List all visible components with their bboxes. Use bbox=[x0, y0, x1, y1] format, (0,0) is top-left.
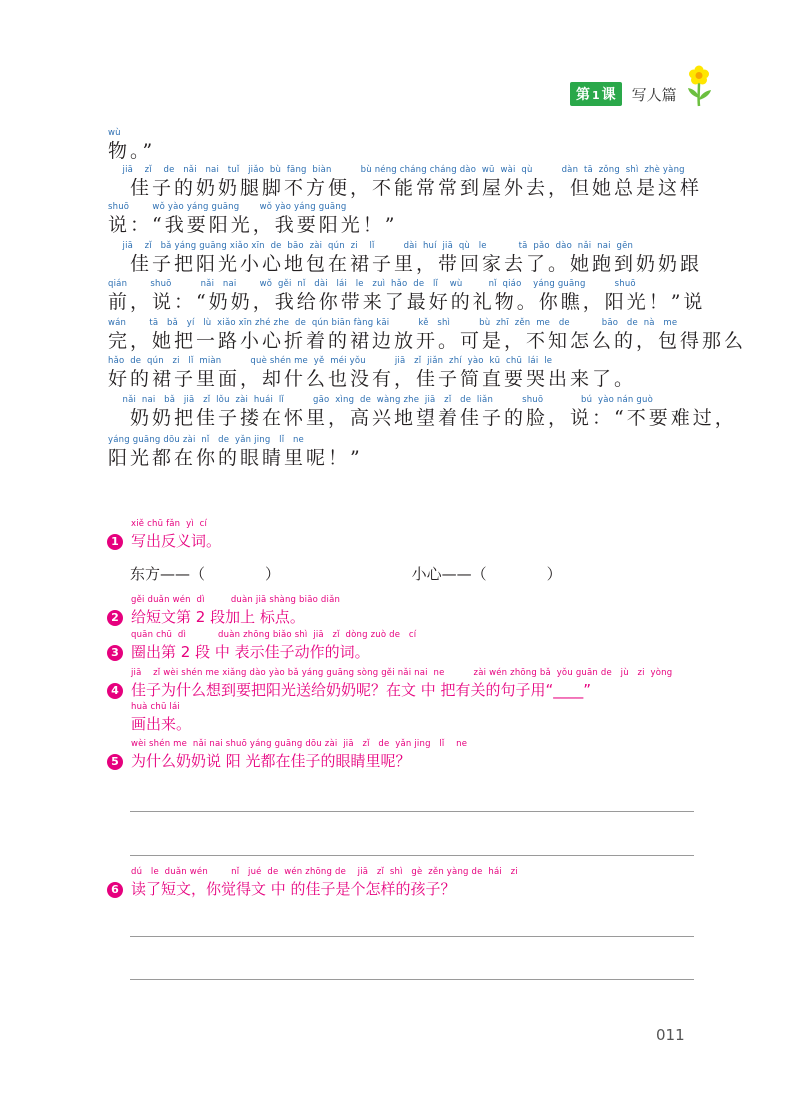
answer-line[interactable] bbox=[130, 811, 694, 812]
antonym-row bbox=[130, 563, 562, 584]
question-2 bbox=[107, 594, 340, 628]
question-pinyin: wèi shén me nǎi nai shuō yáng guāng dōu zài jiā zǐ de yǎn jing lǐ ne bbox=[131, 739, 468, 749]
passage-line bbox=[108, 240, 702, 276]
lesson-header bbox=[570, 82, 677, 106]
pinyin-line: wán tā bǎ yí lù xiǎo xīn zhé zhe de qún biān fàng kāi kě shì bù zhī zěn me de bāo de nà me bbox=[108, 318, 678, 328]
passage-line bbox=[108, 434, 363, 470]
text-line: 阳光都在你的眼睛里呢！” bbox=[108, 447, 363, 469]
pinyin-line: shuō wǒ yào yáng guāng wǒ yào yáng guāng bbox=[108, 202, 347, 212]
question-number: 5 bbox=[107, 754, 123, 770]
question-text: 给短文第 2 段加上 标点。 bbox=[131, 608, 305, 626]
antonym-blank-right[interactable]: 小心——（ ） bbox=[411, 565, 562, 583]
flower-icon bbox=[684, 64, 714, 108]
text-line: 说：“我要阳光，我要阳光！” bbox=[108, 214, 398, 236]
question-text: 佳子为什么想到要把阳光送给奶奶呢？在文 中 把有关的句子用“____” bbox=[131, 681, 592, 699]
question-number: 2 bbox=[107, 610, 123, 626]
text-line: 前，说：“奶奶，我给你带来了最好的礼物。你瞧，阳光！”说 bbox=[108, 291, 706, 313]
pinyin-line: wù bbox=[108, 128, 121, 138]
passage-line bbox=[108, 394, 737, 430]
answer-line[interactable] bbox=[130, 936, 694, 937]
question-3 bbox=[107, 629, 416, 663]
text-line: 奶奶把佳子搂在怀里，高兴地望着佳子的脸，说：“不要难过， bbox=[108, 407, 737, 429]
pinyin-line: hǎo de qún zi lǐ miàn què shén me yě méi yǒu jiā zǐ jiǎn zhí yào kū chū lái le bbox=[108, 356, 553, 366]
question-pinyin: dú le duǎn wén nǐ jué de wén zhōng de jiā zǐ shì gè zěn yàng de hái zi bbox=[131, 867, 518, 877]
passage-line bbox=[108, 201, 397, 237]
passage-line bbox=[108, 317, 746, 353]
text-line: 佳子的奶奶腿脚不方便，不能常常到屋外去，但她总是这样 bbox=[108, 177, 703, 199]
question-pinyin: jiā zǐ wèi shén me xiǎng dào yào bǎ yáng guāng sòng gěi nǎi nai ne zài wén zhōng bǎ yǒu guān de jù zi yòng bbox=[131, 668, 673, 678]
question-number: 4 bbox=[107, 683, 123, 699]
lesson-badge: 第 1 课 bbox=[570, 82, 622, 106]
antonym-blank-left[interactable]: 东方——（ ） bbox=[130, 565, 281, 583]
question-pinyin: huà chū lái bbox=[131, 702, 180, 712]
pinyin-line: jiā zǐ bǎ yáng guāng xiǎo xīn de bāo zài qún zi lǐ dài huí jiā qù le tā pǎo dào nǎi nai gēn bbox=[108, 241, 634, 251]
question-pinyin: gěi duǎn wén dì duàn jiā shàng biāo diǎn bbox=[131, 595, 341, 605]
pinyin-line: yáng guāng dōu zài nǐ de yǎn jing lǐ ne bbox=[108, 435, 304, 445]
question-text: 为什么奶奶说 阳 光都在佳子的眼睛里呢？ bbox=[131, 752, 411, 770]
question-number: 1 bbox=[107, 534, 123, 550]
passage-line bbox=[108, 278, 705, 314]
text-line: 好的裙子里面，却什么也没有，佳子简直要哭出来了。 bbox=[108, 368, 637, 390]
pinyin-line: nǎi nai bǎ jiā zǐ lǒu zài huái lǐ gāo xìng de wàng zhe jiā zǐ de liǎn shuō bú yào nán guò bbox=[108, 395, 653, 405]
text-line: 佳子把阳光小心地包在裙子里，带回家去了。她跑到奶奶跟 bbox=[108, 253, 703, 275]
text-line: 物。” bbox=[108, 140, 156, 162]
page-number: 011 bbox=[656, 1026, 685, 1044]
pinyin-line: jiā zǐ de nǎi nai tuǐ jiǎo bù fāng biàn bù néng cháng cháng dào wū wài qù dàn tā zǒng shì zhè yàng bbox=[108, 165, 685, 175]
question-text-continued: 画出来。 bbox=[131, 715, 192, 733]
answer-line[interactable] bbox=[130, 855, 694, 856]
question-1 bbox=[107, 518, 221, 552]
passage-line bbox=[108, 164, 702, 200]
question-6 bbox=[107, 866, 518, 900]
question-text: 读了短文，你觉得文 中 的佳子是个怎样的孩子？ bbox=[131, 880, 456, 898]
question-number: 3 bbox=[107, 645, 123, 661]
passage-line bbox=[108, 355, 636, 391]
question-pinyin: quān chū dì duàn zhōng biǎo shì jiā zǐ dòng zuò de cí bbox=[131, 630, 417, 640]
section-title: 写人篇 bbox=[631, 85, 677, 104]
question-4 bbox=[107, 667, 672, 735]
question-text: 写出反义词。 bbox=[131, 532, 222, 550]
question-5 bbox=[107, 738, 467, 772]
answer-line[interactable] bbox=[130, 979, 694, 980]
question-text: 圈出第 2 段 中 表示佳子动作的词。 bbox=[131, 643, 370, 661]
question-pinyin: xiě chū fǎn yì cí bbox=[131, 519, 208, 529]
passage-line bbox=[108, 127, 155, 163]
pinyin-line: qián shuō nǎi nai wǒ gěi nǐ dài lái le zuì hǎo de lǐ wù nǐ qiáo yáng guāng shuō bbox=[108, 279, 636, 289]
question-number: 6 bbox=[107, 882, 123, 898]
text-line: 完，她把一路小心折着的裙边放开。可是，不知怎么的，包得那么 bbox=[108, 330, 747, 352]
